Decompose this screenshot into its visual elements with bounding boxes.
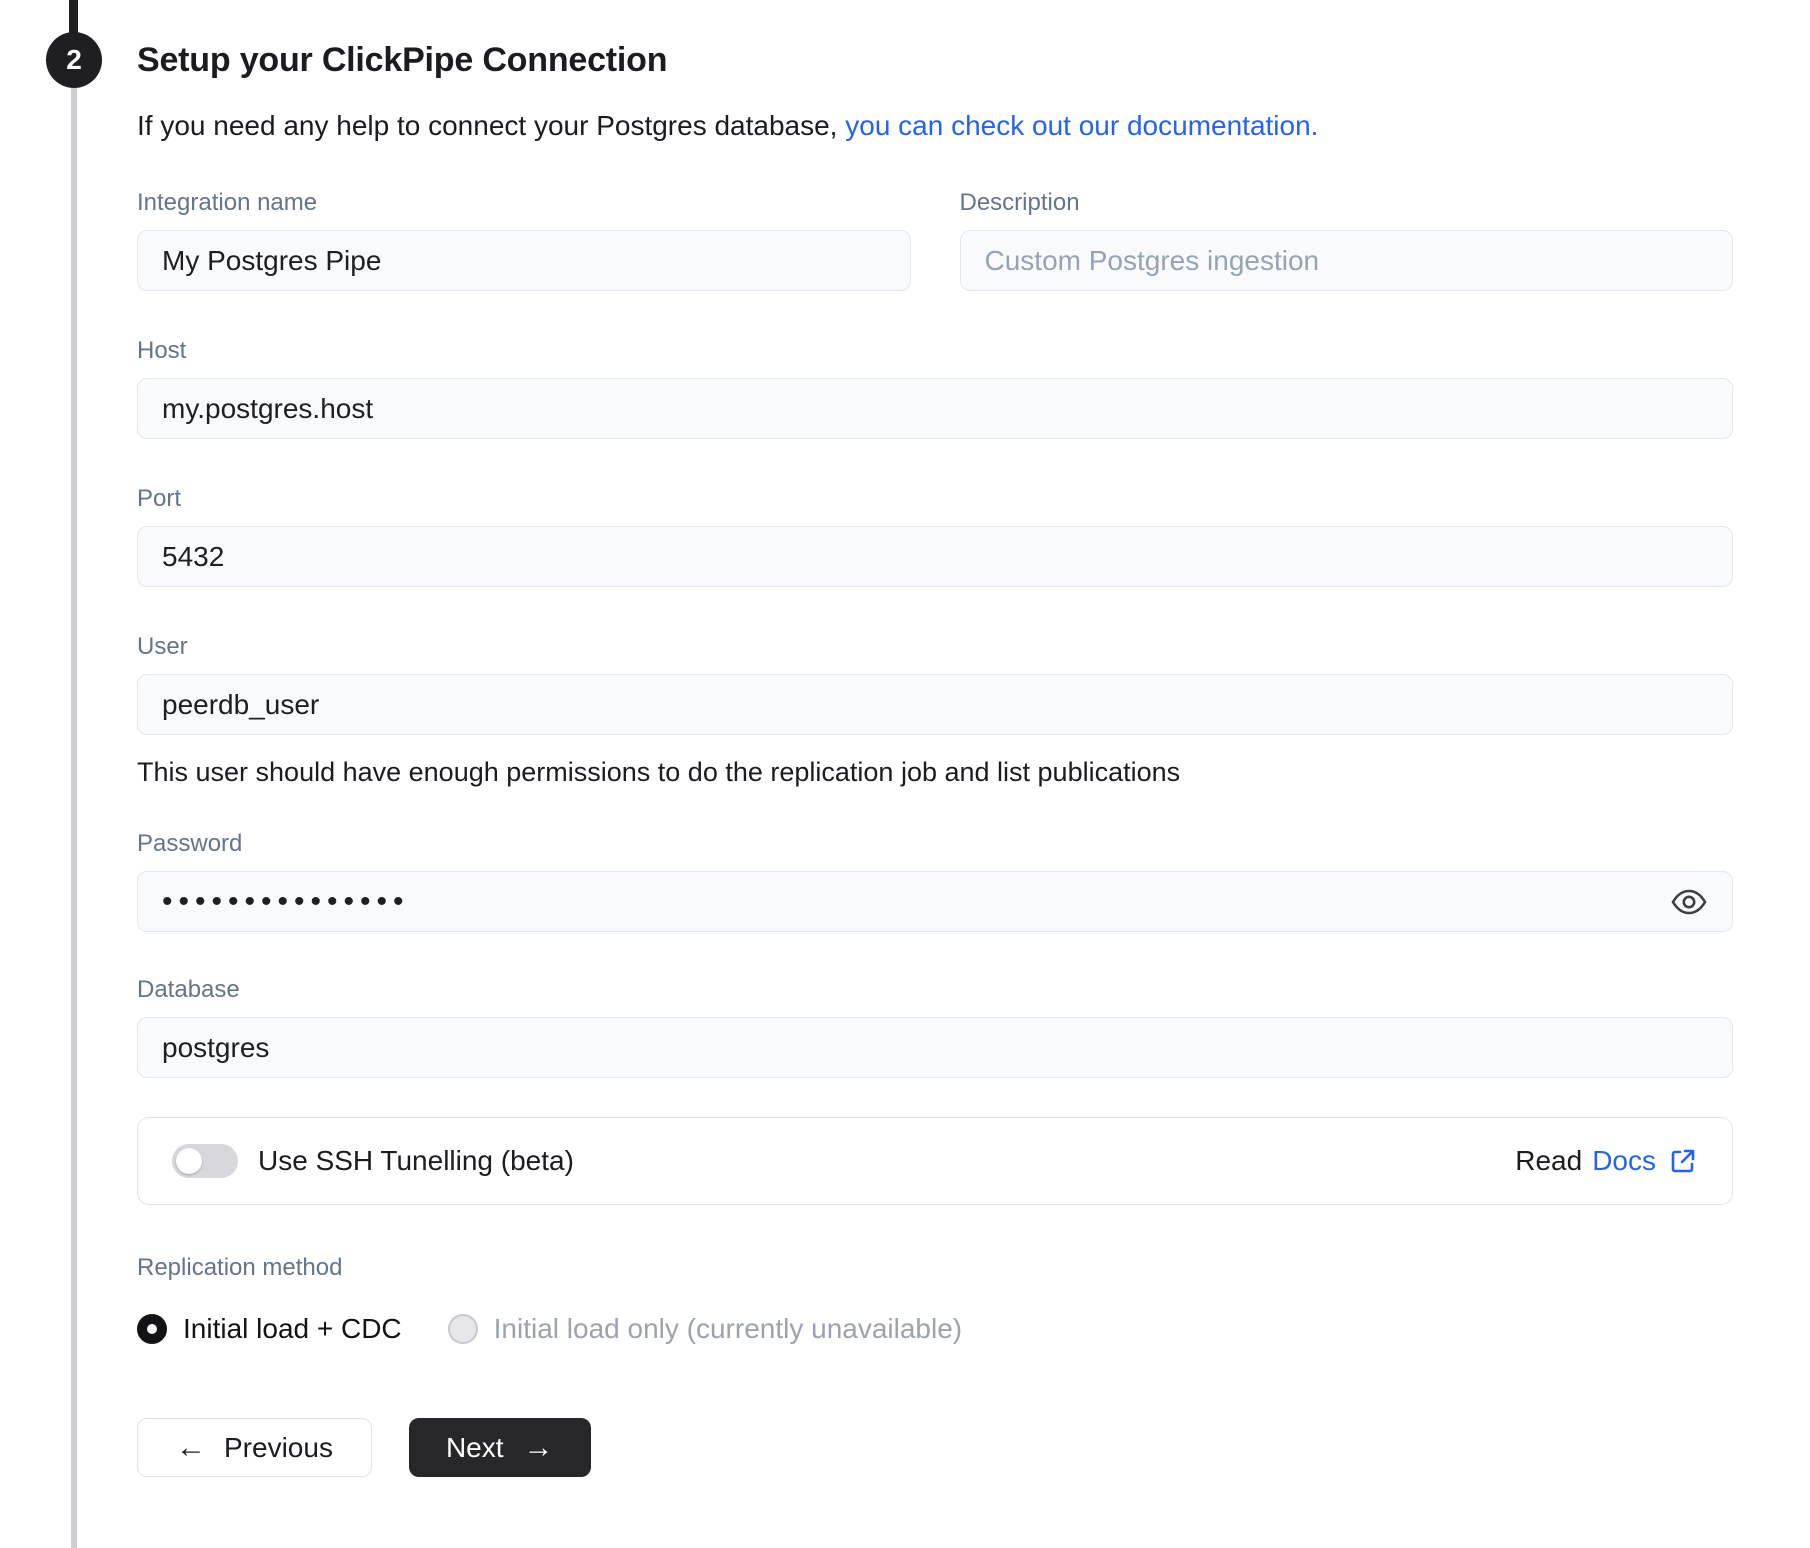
- host-label: Host: [137, 337, 187, 364]
- docs-link-label: Docs: [1592, 1145, 1656, 1176]
- database-input[interactable]: [137, 1017, 1733, 1078]
- previous-button[interactable]: [137, 1418, 372, 1477]
- page-title: Setup your ClickPipe Connection: [137, 41, 668, 79]
- read-label: Read: [1515, 1145, 1583, 1176]
- replication-method-options: [137, 1313, 1733, 1345]
- user-label: User: [137, 633, 188, 660]
- host-input[interactable]: [137, 378, 1733, 439]
- setup-form: [137, 0, 1733, 1477]
- intro-plain: If you need any help to connect your Postgres database,: [137, 110, 846, 141]
- password-group: [137, 829, 1733, 932]
- previous-button-label: Previous: [224, 1431, 333, 1463]
- password-visibility-toggle[interactable]: [1667, 880, 1711, 924]
- ssh-tunnelling-toggle[interactable]: [172, 1144, 238, 1178]
- ssh-docs-area: [1515, 1145, 1698, 1177]
- description-group: [960, 188, 1734, 291]
- user-input[interactable]: [137, 674, 1733, 735]
- radio-initial-load-only[interactable]: [448, 1313, 962, 1345]
- next-button[interactable]: [409, 1418, 591, 1477]
- port-group: [137, 484, 1733, 587]
- description-label: Description: [959, 189, 1080, 216]
- eye-icon: [1671, 889, 1707, 915]
- docs-link[interactable]: [1592, 1145, 1698, 1177]
- step-number: 2: [66, 44, 82, 75]
- next-button-label: Next: [445, 1431, 504, 1463]
- name-description-row: [137, 188, 1733, 291]
- user-helper-text: This user should have enough permissions to do the replication job and list publications: [137, 757, 1181, 787]
- radio-label: Initial load + CDC: [183, 1313, 402, 1344]
- timeline-rail-bottom: [71, 88, 77, 1548]
- wizard-nav-buttons: [137, 1418, 1733, 1477]
- port-input[interactable]: [137, 526, 1733, 587]
- ssh-tunnelling-card: [137, 1117, 1733, 1205]
- radio-selected-icon: [137, 1314, 167, 1344]
- database-group: [137, 975, 1733, 1078]
- database-label: Database: [137, 976, 240, 1003]
- integration-name-group: [137, 188, 911, 291]
- password-input[interactable]: [137, 871, 1733, 932]
- integration-name-input[interactable]: [137, 230, 911, 291]
- timeline-rail-top: [69, 0, 78, 34]
- step-indicator: [46, 32, 102, 88]
- user-group: [137, 632, 1733, 735]
- toggle-knob: [176, 1148, 202, 1174]
- port-label: Port: [137, 485, 182, 512]
- intro-text: [137, 108, 1733, 144]
- replication-method-label: Replication method: [137, 1254, 343, 1281]
- radio-disabled-icon: [448, 1314, 478, 1344]
- arrow-left-icon: ←: [176, 1430, 206, 1464]
- password-label: Password: [137, 830, 243, 857]
- arrow-right-icon: →: [523, 1430, 554, 1464]
- integration-name-label: Integration name: [137, 189, 318, 216]
- documentation-link[interactable]: you can check out our documentation.: [845, 110, 1319, 141]
- description-input[interactable]: [960, 230, 1734, 291]
- radio-label: Initial load only (currently unavailable): [493, 1313, 963, 1344]
- password-input-wrap: [137, 871, 1733, 932]
- external-link-icon: [1668, 1146, 1698, 1176]
- host-group: [137, 336, 1733, 439]
- radio-initial-load-cdc[interactable]: [137, 1313, 402, 1345]
- ssh-tunnelling-label: Use SSH Tunelling (beta): [258, 1145, 574, 1176]
